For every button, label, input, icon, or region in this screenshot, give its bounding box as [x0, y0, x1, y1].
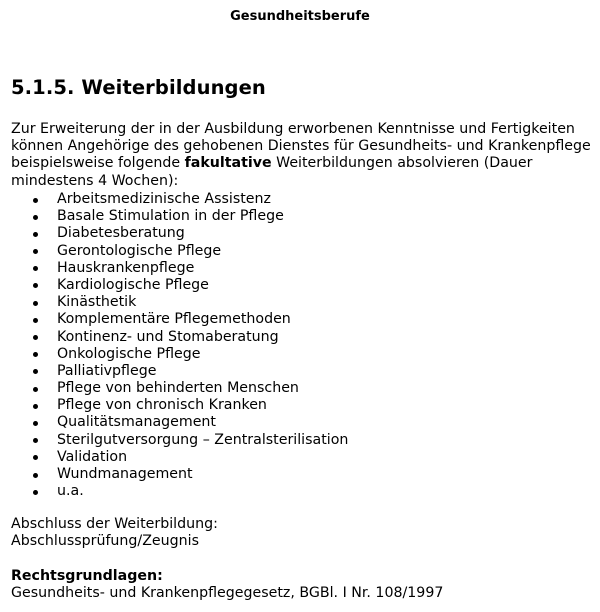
list-item-label: Kontinenz- und Stomaberatung	[57, 328, 279, 345]
bullet-icon	[33, 387, 38, 392]
bullet-icon	[33, 335, 38, 340]
bullet-icon	[33, 352, 38, 357]
bullet-icon	[33, 283, 38, 288]
list-item-label: u.a.	[57, 483, 84, 500]
list-item	[0, 380, 600, 397]
intro-text-before: Zur Erweiterung der in der Ausbildung erworbenen Kenntnisse und Fertigkeiten können Angehörige des gehobenen Dienstes für Gesundheits- und Krankenpflege beispielsweise folgende	[11, 121, 591, 172]
section-heading: 5.1.5. Weiterbildungen	[11, 76, 266, 99]
list-item	[0, 191, 600, 208]
intro-paragraph	[11, 121, 596, 190]
bullet-icon	[33, 473, 38, 478]
list-item	[0, 225, 600, 242]
list-item	[0, 277, 600, 294]
intro-text-bold: fakultative	[184, 155, 272, 172]
intro-text-after: Weiterbildungen absolvieren (Dauer mindestens 4 Wochen):	[11, 155, 533, 189]
list-item	[0, 414, 600, 431]
conclusion-block	[11, 516, 218, 550]
legal-basis-block	[11, 568, 443, 602]
bullet-icon	[33, 438, 38, 443]
list-item-label: Komplementäre Pflegemethoden	[57, 311, 291, 328]
list-item-label: Diabetesberatung	[57, 225, 185, 242]
list-item-label: Onkologische Pflege	[57, 345, 201, 362]
list-item	[0, 294, 600, 311]
list-item	[0, 483, 600, 500]
list-item-label: Validation	[57, 448, 128, 465]
list-item	[0, 466, 600, 483]
bullet-icon	[33, 421, 38, 426]
bullet-icon	[33, 455, 38, 460]
list-item	[0, 449, 600, 466]
list-item	[0, 346, 600, 363]
bullet-icon	[33, 301, 38, 306]
list-item-label: Qualitätsmanagement	[57, 414, 216, 431]
bullet-icon	[33, 369, 38, 374]
legal-basis-label: Rechtsgrundlagen:	[11, 568, 163, 584]
training-list	[0, 191, 600, 500]
list-item	[0, 363, 600, 380]
list-item	[0, 311, 600, 328]
conclusion-label: Abschluss der Weiterbildung:	[11, 516, 218, 532]
list-item-label: Hauskrankenpflege	[57, 259, 195, 276]
list-item	[0, 260, 600, 277]
bullet-icon	[33, 249, 38, 254]
bullet-icon	[33, 490, 38, 495]
legal-basis-value: Gesundheits- und Krankenpflegegesetz, BGBl. I Nr. 108/1997	[11, 585, 444, 602]
list-item	[0, 432, 600, 449]
list-item-label: Kinästhetik	[57, 294, 137, 311]
bullet-icon	[33, 232, 38, 237]
list-item-label: Sterilgutversorgung – Zentralsterilisation	[57, 431, 349, 448]
list-item-label: Palliativpflege	[57, 362, 157, 379]
list-item-label: Arbeitsmedizinische Assistenz	[57, 191, 271, 207]
bullet-icon	[33, 266, 38, 271]
list-item-label: Pflege von behinderten Menschen	[57, 380, 299, 397]
conclusion-value: Abschlussprüfung/Zeugnis	[11, 533, 199, 550]
bullet-icon	[33, 404, 38, 409]
list-item-label: Kardiologische Pflege	[57, 276, 209, 293]
bullet-icon	[33, 215, 38, 220]
list-item	[0, 243, 600, 260]
list-item	[0, 329, 600, 346]
list-item-label: Basale Stimulation in der Pflege	[57, 208, 284, 225]
bullet-icon	[33, 318, 38, 323]
list-item	[0, 208, 600, 225]
list-item	[0, 397, 600, 414]
list-item-label: Wundmanagement	[57, 466, 193, 482]
list-item-label: Gerontologische Pflege	[57, 242, 222, 259]
list-item-label: Pflege von chronisch Kranken	[57, 397, 267, 414]
bullet-icon	[33, 198, 38, 203]
page-header-title: Gesundheitsberufe	[230, 9, 370, 24]
